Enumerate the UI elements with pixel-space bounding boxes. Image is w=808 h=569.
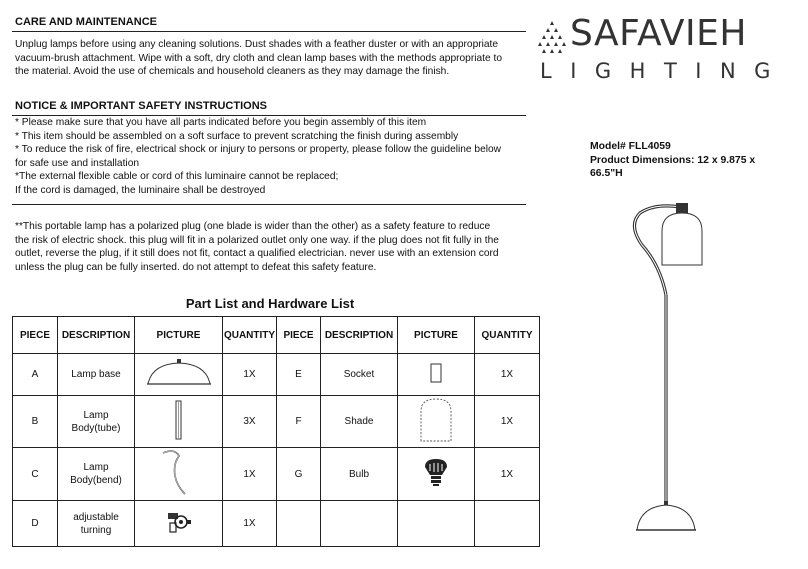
safavieh-chandelier-icon [538,20,566,54]
brand-sub: LIGHTING [540,59,789,83]
table-header-row [13,317,540,354]
text-line: If the cord is damaged, the luminaire shall be destroyed [15,184,266,196]
polarized-plug-text [15,220,499,274]
text-line: unless the plug can be fully inserted. do not attempt to defeat this safety feature. [15,261,377,273]
quantity-cell: 1X [475,448,540,501]
picture-cell [398,501,475,547]
column-header: QUANTITY [223,317,277,354]
description-cell [58,448,135,501]
description-cell [58,396,135,448]
column-header: PIECE [277,317,321,354]
piece-cell: G [277,448,321,501]
text-line: vacuum-brush attachment. Wipe with a soft, dry cloth and clean lamp bases with the methods appropriate to [15,52,502,64]
quantity-cell [475,501,540,547]
piece-cell: F [277,396,321,448]
divider [12,31,526,32]
floor-lamp-illustration [600,195,750,545]
text-line: the material. Avoid the use of chemicals and household cleaners as they may damage the finish. [15,66,450,78]
notice-title: NOTICE & IMPORTANT SAFETY INSTRUCTIONS [15,100,267,112]
product-specs [590,140,755,181]
text-line: * To reduce the risk of fire, electrical shock or injury to persons or property, please follow the guideline below [15,144,502,156]
product-dimensions: Product Dimensions: 12 x 9.875 x [590,154,756,166]
text-line: * Please make sure that you have all parts indicated before you begin assembly of this item [15,117,427,128]
piece-cell: B [13,396,58,448]
piece-cell: D [13,501,58,547]
picture-cell [398,448,475,501]
text-line: **This portable lamp has a polarized plug (one blade is wider than the other) as a safety feature to reduce [15,221,491,232]
piece-cell: E [277,354,321,396]
column-header: PIECE [13,317,58,354]
lamp-base-icon [144,358,214,388]
text-line: for safe use and installation [15,157,140,169]
product-dimensions-height: 66.5"H [590,168,623,179]
model-number: Model# FLL4059 [590,141,671,152]
table-row [13,396,540,448]
column-header: DESCRIPTION [58,317,135,354]
picture-cell [135,448,223,501]
adjustable-joint-icon [164,511,194,533]
description-line: Body(tube) [71,422,121,434]
quantity-cell: 1X [223,448,277,501]
care-text [15,38,502,79]
table-row [13,354,540,396]
parts-table [12,316,540,547]
piece-cell: C [13,448,58,501]
description-cell [58,354,135,396]
column-header: QUANTITY [475,317,540,354]
text-line: outlet, reverse the plug, if it still does not fit, contact a qualified electrician. never use with an extension cord [15,248,499,260]
table-row [13,448,540,501]
column-header: PICTURE [135,317,223,354]
description-cell [58,501,135,547]
picture-cell [135,396,223,448]
description-cell: Socket [321,354,398,396]
care-title: CARE AND MAINTENANCE [15,16,157,28]
description-line: Lamp [83,409,109,421]
quantity-cell: 1X [223,501,277,547]
quantity-cell: 3X [223,396,277,448]
table-row [13,501,540,547]
text-line: the risk of electric shock. this plug will fit in a polarized outlet only one way. if the plug does not fit fully in the [15,234,499,246]
divider [12,204,526,205]
picture-cell [398,354,475,396]
description-line: Lamp base [71,369,121,380]
picture-cell [398,396,475,448]
description-cell [321,501,398,547]
bulb-icon [421,457,451,487]
notice-text [15,116,501,198]
description-line: turning [80,524,112,536]
picture-cell [135,501,223,547]
quantity-cell: 1X [475,354,540,396]
piece-cell: A [13,354,58,396]
tube-icon [173,400,185,440]
column-header: PICTURE [398,317,475,354]
description-line: Body(bend) [70,475,122,486]
description-cell: Shade [321,396,398,448]
quantity-cell: 1X [475,396,540,448]
column-header: DESCRIPTION [321,317,398,354]
description-cell: Bulb [321,448,398,501]
description-line: Lamp [83,462,109,473]
shade-icon [418,397,454,443]
socket-icon [428,362,444,384]
quantity-cell: 1X [223,354,277,396]
text-line: * This item should be assembled on a soft surface to prevent scratching the finish during assembly [15,130,459,142]
brand-name: SAFAVIEH [570,13,747,54]
text-line: Unplug lamps before using any cleaning solutions. Dust shades with a feather duster or with an appropriate [15,39,499,50]
picture-cell [135,354,223,396]
piece-cell [277,501,321,547]
parts-list-title: Part List and Hardware List [185,296,355,311]
bend-tube-icon [159,448,199,496]
description-line: adjustable [73,511,119,523]
text-line: *The external flexible cable or cord of this luminaire cannot be replaced; [15,171,339,183]
